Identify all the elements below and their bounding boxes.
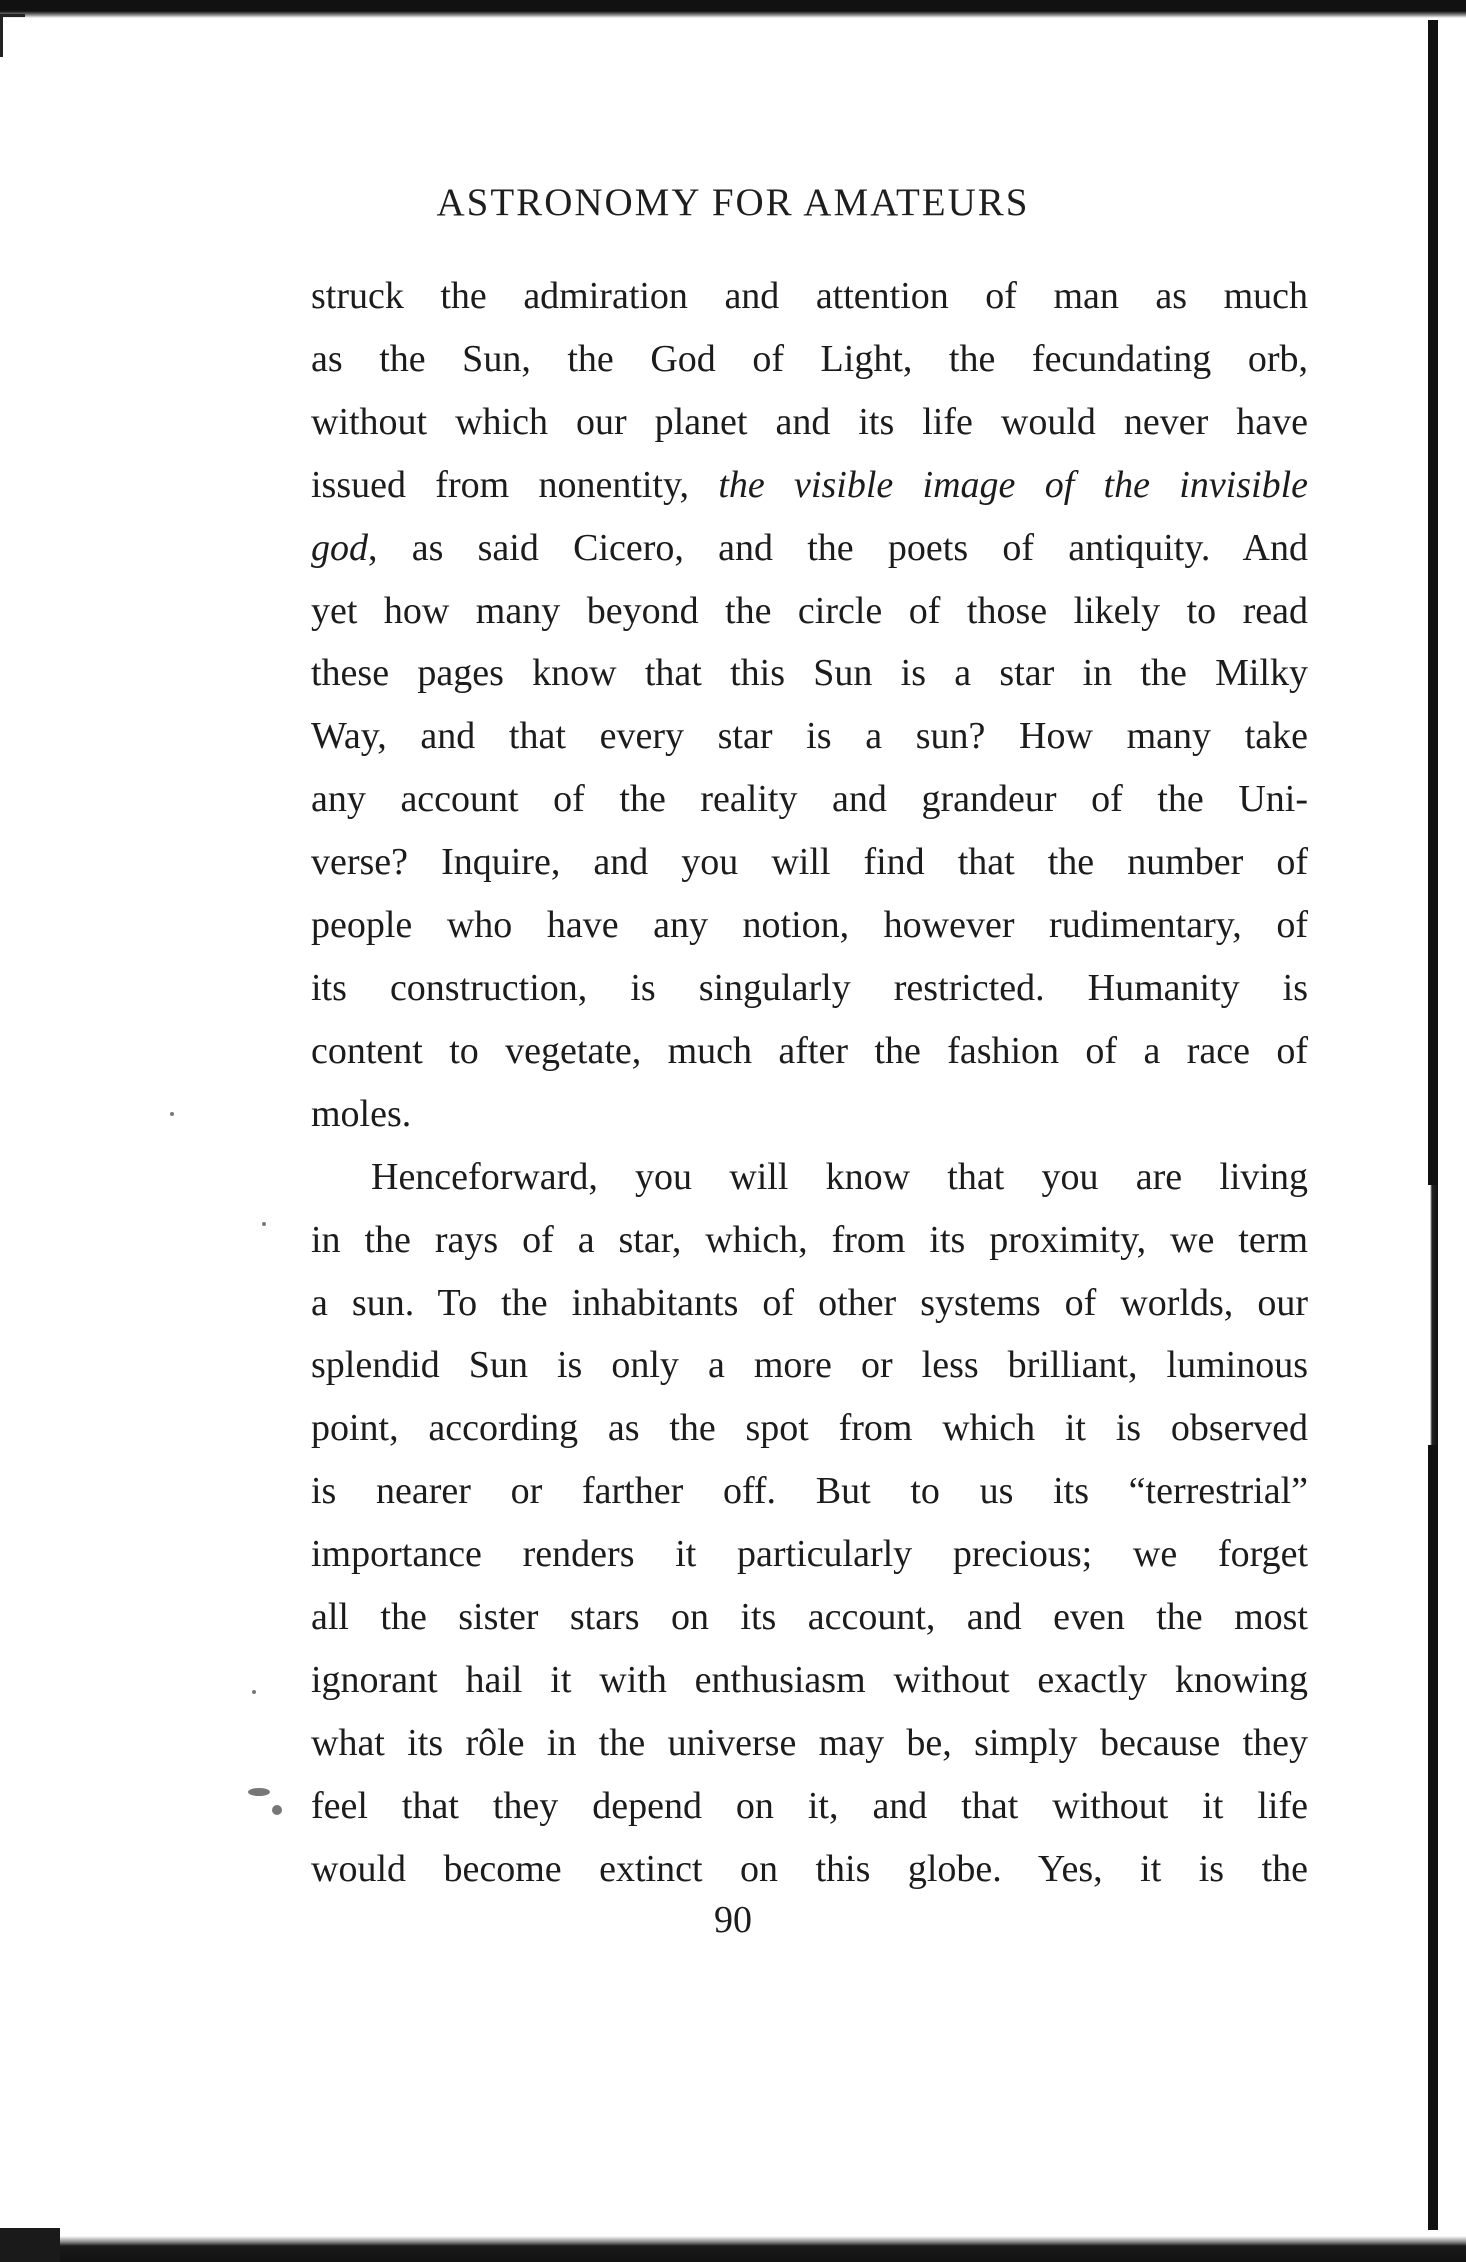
text-line: issued from nonentity, the visible image of the invisible — [311, 463, 1309, 506]
text-line: is nearer or farther off. But to us its “terrestrial” — [311, 1470, 1308, 1513]
scan-corner-mark — [0, 14, 25, 57]
running-head: ASTRONOMY FOR AMATEURS — [436, 181, 1030, 224]
page-number: 90 — [714, 1899, 752, 1941]
text-line: yet how many beyond the circle of those likely to read — [311, 589, 1308, 632]
scan-corner-mark-bottom — [0, 2228, 60, 2262]
text-line: would become extinct on this globe. Yes, it is the — [311, 1847, 1308, 1890]
scan-speckle — [252, 1690, 256, 1694]
text-line: as the Sun, the God of Light, the fecundating orb, — [311, 337, 1308, 380]
italic-phrase: the visible image of the invisible — [718, 463, 1309, 506]
text-line: god, as said Cicero, and the poets of antiquity. And — [311, 526, 1308, 569]
text-line: ignorant hail it with enthusiasm without exactly knowing — [311, 1658, 1308, 1701]
scan-speckle — [248, 1788, 270, 1796]
scan-speckle — [272, 1805, 282, 1815]
text-line: Way, and that every star is a sun? How many take — [311, 715, 1308, 758]
body-text — [311, 265, 1308, 1901]
scan-border-bottom — [0, 2236, 1466, 2262]
text-line: all the sister stars on its account, and even the most — [311, 1596, 1308, 1639]
text-line: its construction, is singularly restricted. Humanity is — [311, 966, 1308, 1009]
text-line: feel that they depend on it, and that without it life — [311, 1784, 1308, 1827]
text-line: struck the admiration and attention of man as much — [311, 275, 1308, 317]
italic-phrase: god — [311, 526, 368, 569]
text-line: verse? Inquire, and you will find that the number of — [311, 841, 1308, 884]
text-line: what its rôle in the universe may be, simply because they — [311, 1721, 1308, 1764]
text-line: point, according as the spot from which it is observed — [311, 1407, 1308, 1450]
scan-border-top — [0, 0, 1466, 18]
text-line: any account of the reality and grandeur of the Uni- — [311, 778, 1308, 821]
text-line: without which our planet and its life would never have — [311, 400, 1308, 443]
text-line: a sun. To the inhabitants of other systems of worlds, our — [311, 1281, 1308, 1324]
scan-speckle — [170, 1112, 174, 1116]
scan-speckle — [262, 1222, 266, 1226]
text-line: in the rays of a star, which, from its proximity, we term — [311, 1218, 1308, 1261]
text-line: importance renders it particularly precious; we forget — [311, 1533, 1308, 1576]
text-line: people who have any notion, however rudimentary, of — [311, 904, 1308, 947]
text-line: moles. — [311, 1092, 412, 1135]
paragraph-2 — [311, 1146, 1308, 1901]
text-line: these pages know that this Sun is a star in the Milky — [311, 652, 1308, 695]
paragraph-1 — [311, 265, 1308, 1146]
scan-border-right-fade — [1426, 1185, 1438, 1445]
text-line: content to vegetate, much after the fashion of a race of — [311, 1029, 1308, 1072]
text-line: Henceforward, you will know that you are living — [371, 1155, 1308, 1198]
text-line: splendid Sun is only a more or less brilliant, luminous — [311, 1344, 1308, 1387]
